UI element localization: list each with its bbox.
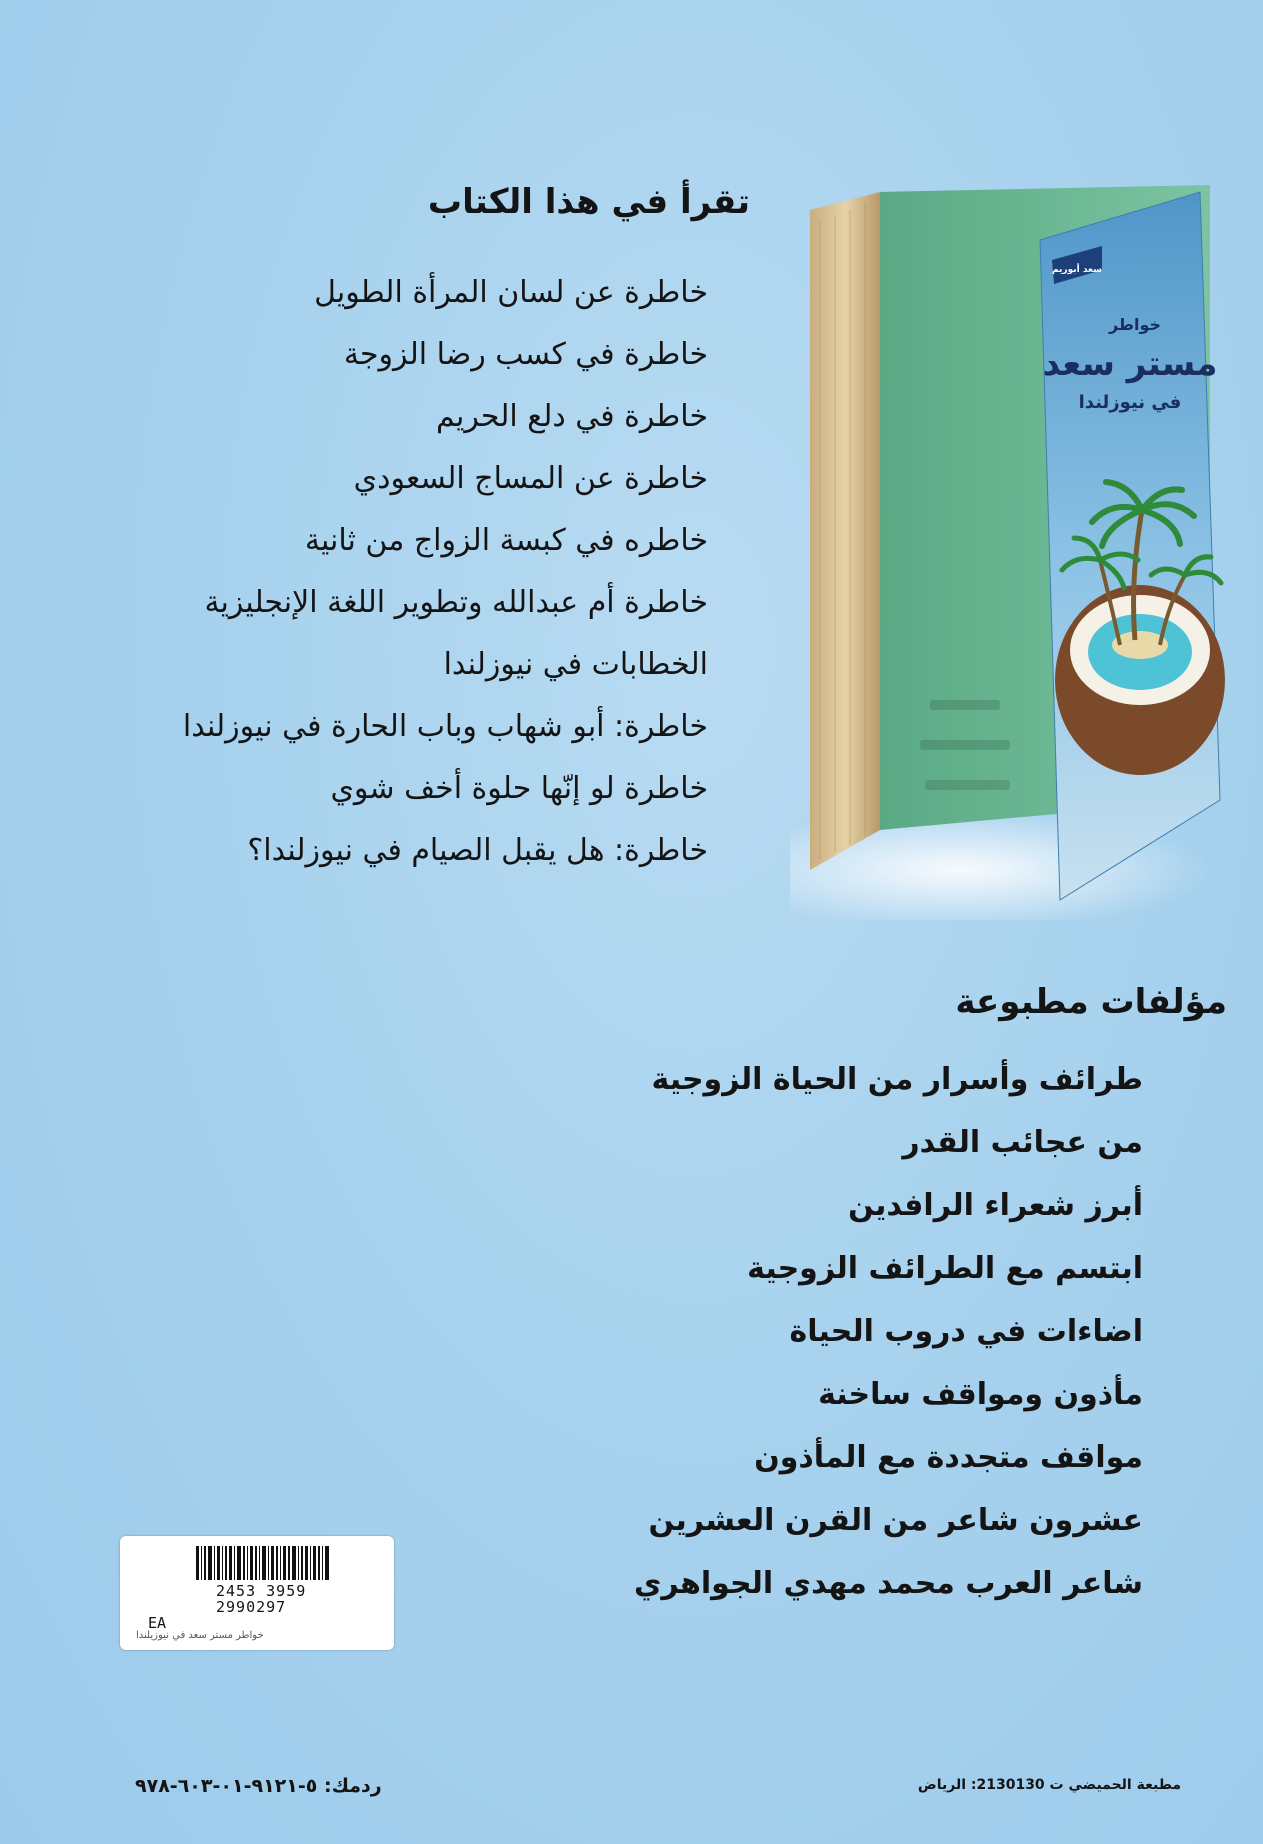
isbn: ردمك: ٥-٩١٢١-٠١-٦٠٣-٩٧٨: [135, 1775, 382, 1797]
book-title-top: خواطر: [1108, 315, 1162, 334]
book-illustration: [790, 180, 1230, 920]
barcode-sticker: [120, 1536, 394, 1650]
list-item: خاطرة عن لسان المرأة الطويل: [314, 275, 708, 310]
list-item: مأذون ومواقف ساخنة: [818, 1377, 1143, 1412]
published-heading: مؤلفات مطبوعة: [955, 982, 1227, 1022]
book-title-sub: في نيوزلندا: [1078, 392, 1182, 413]
list-item: من عجائب القدر: [902, 1125, 1143, 1160]
list-item: خاطرة: أبو شهاب وباب الحارة في نيوزلندا: [182, 709, 708, 744]
list-item: خاطرة لو إنّها حلوة أخف شوي: [330, 771, 708, 806]
barcode-icon: [196, 1546, 346, 1580]
contents-list: [183, 262, 708, 882]
list-item: شاعر العرب محمد مهدي الجواهري: [633, 1566, 1143, 1601]
barcode-code: 2990297: [216, 1598, 287, 1616]
contents-heading: تقرأ في هذا الكتاب: [427, 182, 750, 222]
barcode-title: خواطر مستر سعد في نيوزيلندا: [136, 1630, 264, 1641]
book-title-main: مستر سعد: [1042, 344, 1218, 384]
list-item: مواقف متجددة مع المأذون: [754, 1440, 1143, 1475]
list-item: أبرز شعراء الرافدين: [848, 1188, 1143, 1223]
list-item: خاطره في كبسة الزواج من ثانية: [304, 523, 708, 558]
book-author: سعد أبوريم: [1052, 265, 1102, 275]
list-item: خاطرة عن المساج السعودي: [353, 461, 708, 496]
list-item: الخطابات في نيوزلندا: [443, 647, 708, 682]
list-item: طرائف وأسرار من الحياة الزوجية: [651, 1062, 1143, 1097]
list-item: خاطرة في دلع الحريم: [436, 399, 708, 434]
published-list: [634, 1048, 1143, 1615]
barcode-number: 2453 3959: [216, 1582, 307, 1600]
list-item: عشرون شاعر من القرن العشرين: [648, 1503, 1143, 1538]
list-item: خاطرة: هل يقبل الصيام في نيوزلندا؟: [247, 833, 708, 868]
list-item: خاطرة في كسب رضا الزوجة: [343, 337, 708, 372]
barcode-prefix: EA: [148, 1614, 167, 1632]
list-item: اضاءات في دروب الحياة: [789, 1314, 1143, 1349]
list-item: خاطرة أم عبدالله وتطوير اللغة الإنجليزية: [204, 585, 708, 620]
printer-info: مطبعة الحميضي ت 2130130: الرياض: [917, 1777, 1181, 1793]
list-item: ابتسم مع الطرائف الزوجية: [747, 1251, 1143, 1286]
